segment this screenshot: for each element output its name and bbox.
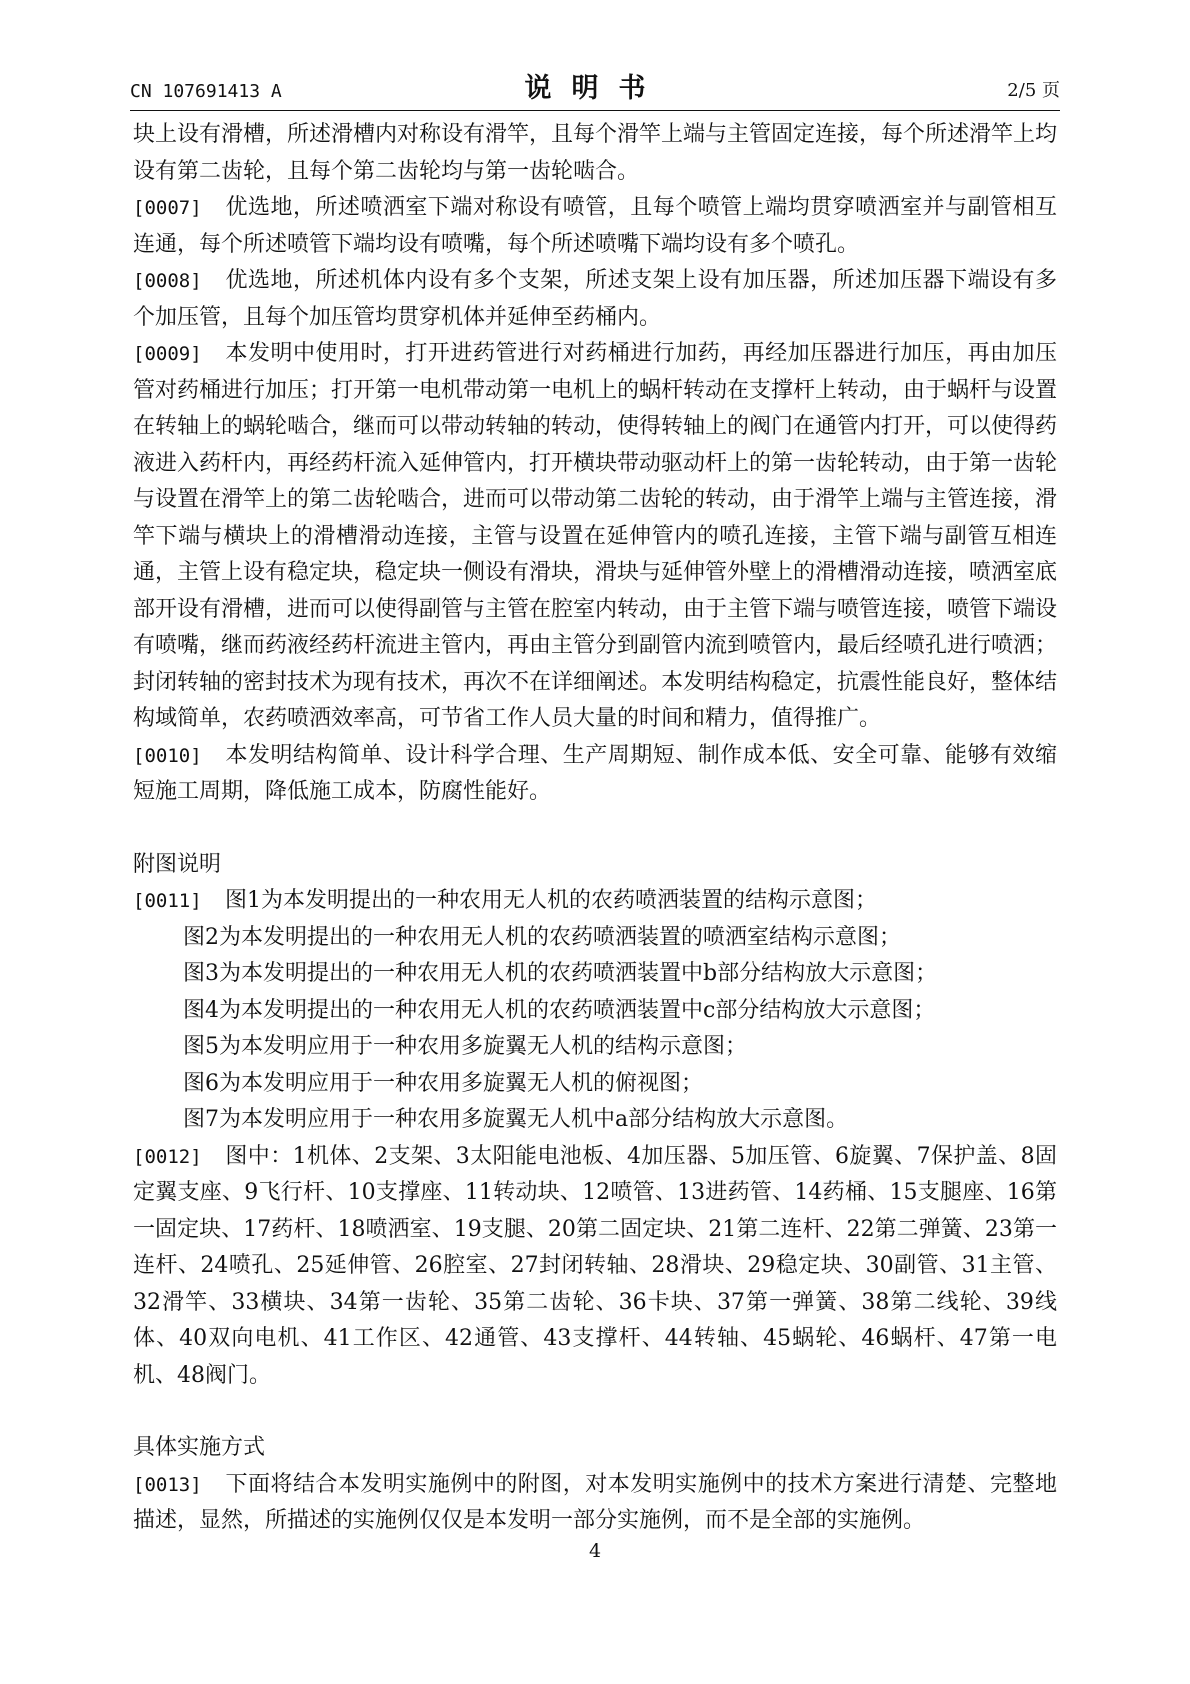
figure-description: 图1为本发明提出的一种农用无人机的农药喷洒装置的结构示意图； bbox=[225, 888, 877, 913]
header-rule bbox=[130, 110, 1060, 111]
figure-description: 图3为本发明提出的一种农用无人机的农药喷洒装置中b部分结构放大示意图； bbox=[183, 961, 938, 986]
document-title: 说明书 bbox=[524, 73, 666, 104]
paragraph-number: [0009] bbox=[133, 343, 202, 365]
figure-description: 图6为本发明应用于一种农用多旋翼无人机的俯视图； bbox=[183, 1070, 703, 1096]
paragraph-text: 下面将结合本发明实施例中的附图，对本发明实施例中的技术方案进行清楚、完整地描述，显然，所描述的实施例仅仅是本发明一部分实施例，而不是全部的实施例。 bbox=[133, 1471, 1057, 1533]
paragraph-0013 bbox=[133, 1467, 1057, 1540]
figures-heading: 附图说明 bbox=[133, 851, 222, 877]
paragraph-number: [0008] bbox=[133, 270, 202, 292]
paragraph-number: [0007] bbox=[133, 197, 202, 219]
paragraph-text: 本发明中使用时，打开进药管进行对药桶进行加药，再经加压器进行加压，再由加压管对药桶进行加压；打开第一电机带动第一电机上的蜗杆转动在支撑杆上转动，由于蜗杆与设置在转轴上的蜗轮啮合，继而可以带动转轴的转动，使得转轴上的阀门在通管内打开，可以使得药液进入药杆内，再经药杆流入延伸管内，打开横块带动驱动杆上的第一齿轮转动，由于第一齿轮与设置在滑竿上的第二齿轮啮合，进而可以带动第二齿轮的转动，由于滑竿上端与主管连接，滑竿下端与横块上的滑槽滑动连接，主管与设置在延伸管内的喷孔连接，主管下端与副管互相连通，主管上设有稳定块，稳定块一侧设有滑块，滑块与延伸管外壁上的滑槽滑动连接，喷洒室底部开设有滑槽，进而可以使得副管与主管在腔室内转动，由于主管下端与喷管连接，喷管下端设有喷嘴，继而药液经药杆流进主管内，再由主管分到副管内流到喷管内，最后经喷孔进行喷洒；封闭转轴的密封技术为现有技术，再次不在详细阐述。本发明结构稳定，抗震性能良好，整体结构域简单，农药喷洒效率高，可节省工作人员大量的时间和精力，值得推广。 bbox=[133, 341, 1058, 731]
paragraph-continued bbox=[133, 117, 1057, 190]
page-number: 4 bbox=[588, 1540, 602, 1562]
paragraph-text: 优选地，所述喷洒室下端对称设有喷管，且每个喷管上端均贯穿喷洒室并与副管相互连通，每个所述喷管下端均设有喷嘴，每个所述喷嘴下端均设有多个喷孔。 bbox=[133, 195, 1057, 257]
paragraph-0012 bbox=[133, 1139, 1057, 1395]
publication-number: CN 107691413 A bbox=[130, 81, 282, 102]
paragraph-number: [0013] bbox=[133, 1473, 202, 1496]
figure-description: 图4为本发明提出的一种农用无人机的农药喷洒装置中c部分结构放大示意图； bbox=[183, 997, 936, 1023]
paragraph-0008 bbox=[133, 263, 1057, 336]
figure-description: 图5为本发明应用于一种农用多旋翼无人机的结构示意图； bbox=[183, 1034, 747, 1059]
paragraph-number: [0011] bbox=[133, 890, 202, 912]
paragraph-text: 块上设有滑槽，所述滑槽内对称设有滑竿，且每个滑竿上端与主管固定连接，每个所述滑竿上均设有第二齿轮，且每个第二齿轮均与第一齿轮啮合。 bbox=[133, 122, 1058, 184]
paragraph-0009 bbox=[133, 336, 1057, 738]
paragraph-number: [0012] bbox=[133, 1145, 202, 1168]
page-header bbox=[130, 66, 1060, 106]
paragraph-0010 bbox=[133, 738, 1057, 811]
paragraph-number: [0010] bbox=[133, 744, 202, 767]
figure-description: 图2为本发明提出的一种农用无人机的农药喷洒装置的喷洒室结构示意图； bbox=[183, 924, 901, 950]
paragraph-text: 优选地，所述机体内设有多个支架，所述支架上设有加压器，所述加压器下端设有多个加压管，且每个加压管均贯穿机体并延伸至药桶内。 bbox=[133, 268, 1057, 330]
reference-legend: 图中：1机体、2支架、3太阳能电池板、4加压器、5加压管、6旋翼、7保护盖、8固定翼支座、9飞行杆、10支撑座、11转动块、12喷管、13进药管、14药桶、15支腿座、16第一固定块、17药杆、18喷洒室、19支腿、20第二固定块、21第二连杆、22第二弹簧、23第一连杆、24喷孔、25延伸管、26腔室、27封闭转轴、28滑块、29稳定块、30副管、31主管、32滑竿、33横块、34第一齿轮、35第二齿轮、36卡块、37第一弹簧、38第二线轮、39线体、40双向电机、41工作区、42通管、43支撑杆、44转轴、45蜗轮、46蜗杆、47第一电机、48阀门。 bbox=[133, 1143, 1057, 1388]
figure-description: 图7为本发明应用于一种农用多旋翼无人机中a部分结构放大示意图。 bbox=[183, 1107, 849, 1132]
paragraph-0007 bbox=[133, 190, 1057, 263]
paragraph-0011 bbox=[133, 883, 1057, 920]
document-body bbox=[133, 117, 1057, 1540]
paragraph-text: 本发明结构简单、设计科学合理、生产周期短、制作成本低、安全可靠、能够有效缩短施工周期，降低施工成本，防腐性能好。 bbox=[133, 742, 1057, 804]
embodiment-heading: 具体实施方式 bbox=[133, 1435, 266, 1460]
page-count: 2/5 页 bbox=[1007, 80, 1060, 101]
